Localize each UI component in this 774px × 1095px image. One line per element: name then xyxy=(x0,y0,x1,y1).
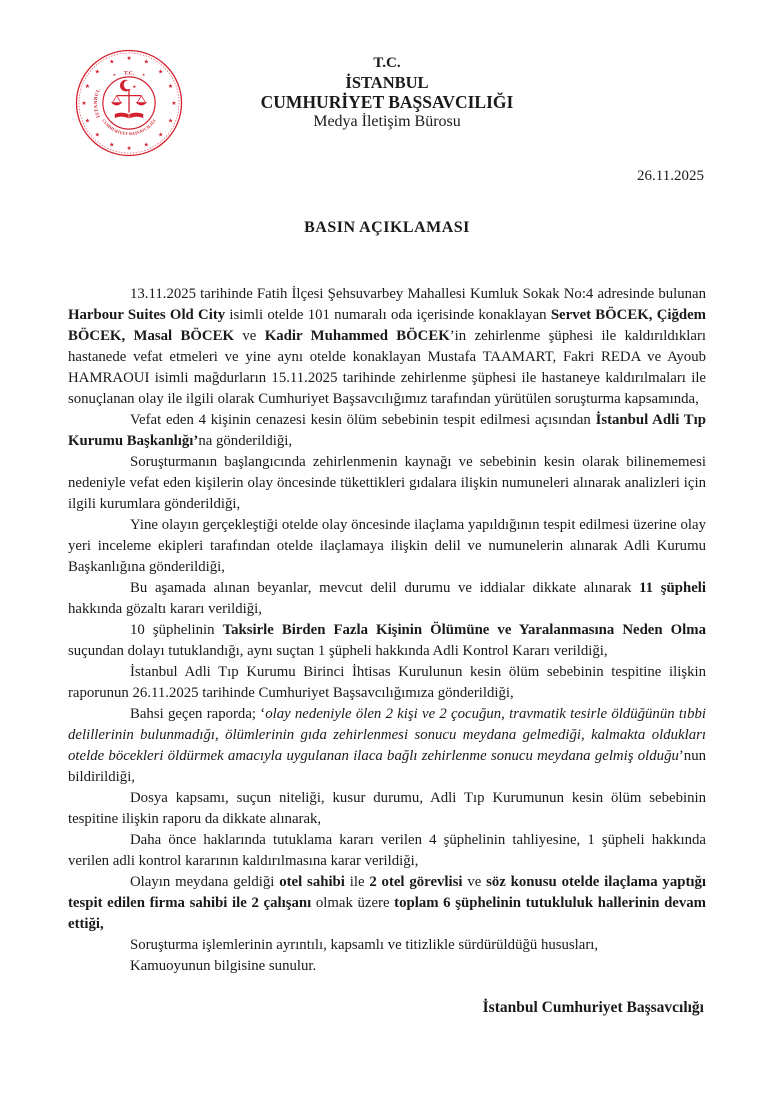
text-run: ve xyxy=(462,874,487,890)
text-run: Bahsi geçen raporda; ‘ xyxy=(130,706,266,722)
document-title: BASIN AÇIKLAMASI xyxy=(304,219,470,236)
svg-text:★: ★ xyxy=(109,58,115,66)
text-run: Yine olayın gerçekleştiği otelde olay öncesinde ilaçlama yapıldığının tespit edilmesi üzerine olay yeri inceleme ekipleri tarafından otelde ilaçlamaya ilişkin delil ve numunelerin alınarak Adli Kurumu Başkanlığına gönderildiği, xyxy=(68,517,706,575)
text-run: hakkında gözaltı kararı verildiği, xyxy=(68,601,262,617)
text-run: suçundan dolayı tutuklandığı, aynı suçtan 1 şüpheli hakkında Adli Kontrol Kararı verildiği, xyxy=(68,643,608,659)
text-run: 2 otel görevlisi xyxy=(369,874,463,890)
text-run: ’nun bildirildiği, xyxy=(68,748,706,785)
emblem-bottom-text: CUMHURİYET BAŞSAVCILIĞI xyxy=(101,118,157,137)
paragraph xyxy=(68,284,706,410)
letterhead-line-bureau: Medya İletişim Bürosu xyxy=(313,113,461,130)
document-content xyxy=(68,284,706,1017)
svg-text:★: ★ xyxy=(112,72,116,77)
text-run: Servet BÖCEK, Çiğdem BÖCEK, Masal BÖCEK xyxy=(68,307,707,344)
svg-text:★: ★ xyxy=(109,141,115,149)
letterhead xyxy=(0,54,774,131)
text-run: 10 şüphelinin xyxy=(130,622,223,638)
text-run: İstanbul Adli Tıp Kurumu Başkanlığı’ xyxy=(68,412,706,449)
text-run: Dosya kapsamı, suçun niteliği, kusur durumu, Adli Tıp Kurumunun kesin ölüm sebebinin tespitine ilişkin raporu da dikkate alınarak, xyxy=(68,790,706,827)
svg-text:★: ★ xyxy=(143,141,149,149)
text-run: Kadir Muhammed BÖCEK xyxy=(264,328,450,344)
text-run: Harbour Suites Old City xyxy=(68,307,226,323)
text-run: Taksirle Birden Fazla Kişinin Ölümüne ve Yaralanmasına Neden Olma xyxy=(222,622,706,638)
paragraph xyxy=(68,956,706,977)
svg-text:★: ★ xyxy=(171,100,177,108)
text-run: Olayın meydana geldiği xyxy=(130,874,280,890)
paragraph xyxy=(68,515,706,578)
text-run: olmak üzere xyxy=(311,895,395,911)
svg-text:★: ★ xyxy=(143,58,149,66)
svg-text:★: ★ xyxy=(84,82,91,90)
paragraph xyxy=(68,704,706,788)
paragraph xyxy=(68,788,706,830)
text-run: 11 şüpheli xyxy=(639,580,706,596)
paragraph xyxy=(68,620,706,662)
text-run: Daha önce haklarında tutuklama kararı verilen 4 şüphelinin tahliyesine, 1 şüpheli hakkında verilen adli kontrol kararının kaldırılmasına karar verildiği, xyxy=(68,832,706,869)
paragraph xyxy=(68,872,706,935)
svg-text:★: ★ xyxy=(132,84,137,90)
signature: İstanbul Cumhuriyet Başsavcılığı xyxy=(482,999,704,1016)
document-date: 26.11.2025 xyxy=(637,168,704,184)
svg-text:★: ★ xyxy=(94,68,100,76)
text-run: Vefat eden 4 kişinin cenazesi kesin ölüm sebebinin tespit edilmesi açısından xyxy=(130,412,596,428)
text-run: ’in zehirlenme şüphesi ile kaldırıldıkları hastanede vefat etmeleri ve yine aynı otelde konaklayan Mustafa TAAMART, Fakri REDA ve Ayoub HAMRAOUI isimli mağdurların 15.11.2025 tarihinde zehirlenme şüphesi ile hastaneye kaldırılmaları ile sonuçlanan olay ile ilgili olarak Cumhuriyet Başsavcılığımız tarafından yürütülen soruşturma kapsamında, xyxy=(68,328,706,407)
text-run: otel sahibi xyxy=(279,874,345,890)
svg-text:★: ★ xyxy=(84,117,91,125)
text-run: toplam 6 şüphelinin tutukluluk hallerinin devam ettiği, xyxy=(68,895,706,932)
text-run: Soruşturmanın başlangıcında zehirlenmenin kaynağı ve sebebinin kesin olarak bilinememesi nedeniyle vefat eden kişilerin olay öncesinde tükettikleri gıdalara ilişkin numuneleri alınarak analizleri için ilgili kurumlara gönderildiği, xyxy=(68,454,706,512)
paragraph xyxy=(68,578,706,620)
letterhead-line-tc: T.C. xyxy=(373,55,401,71)
paragraph xyxy=(68,452,706,515)
text-run: söz konusu otelde ilaçlama yaptığı tespit edilen firma sahibi ile 2 çalışanı xyxy=(68,874,706,911)
text-run: Soruşturma işlemlerinin ayrıntılı, kapsamlı ve titizlikle sürdürüldüğü hususları, xyxy=(130,937,599,953)
svg-text:★: ★ xyxy=(167,82,174,90)
paragraph xyxy=(68,662,706,704)
emblem-left-text: İSTANBUL xyxy=(93,87,102,119)
svg-text:★: ★ xyxy=(126,55,132,63)
svg-text:★: ★ xyxy=(167,117,174,125)
text-run: isimli otelde 101 numaralı oda içerisinde konaklayan xyxy=(225,307,551,323)
text-run: na gönderildiği, xyxy=(198,433,293,449)
text-run: İstanbul Adli Tıp Kurumu Birinci İhtisas Kurulunun kesin ölüm sebebinin tespitine ilişkin raporunun 26.11.2025 tarihinde Cumhuriyet Başsavcılığımıza gönderildiği, xyxy=(68,664,706,701)
letterhead-line-office: CUMHURİYET BAŞSAVCILIĞI xyxy=(260,92,514,112)
svg-text:★: ★ xyxy=(158,131,164,139)
paragraph xyxy=(68,935,706,956)
text-run: ile xyxy=(344,874,370,890)
svg-text:★: ★ xyxy=(81,100,87,108)
text-run: Kamuoyunun bilgisine sunulur. xyxy=(130,958,317,974)
svg-text:★: ★ xyxy=(94,131,100,139)
svg-text:★: ★ xyxy=(126,144,132,152)
paragraph xyxy=(68,410,706,452)
document-body xyxy=(68,284,706,977)
svg-text:★: ★ xyxy=(158,68,164,76)
text-run: olay nedeniyle ölen 2 kişi ve 2 çocuğun, travmatik tesirle öldüğünün tıbbi delillerinin bulunmadığı, ölümlerinin gıda zehirlenmesi sonucu meydana gelmediği, kalmakta oldukları otelde böcekleri öldürmek amacıyla uygulanan ilaca bağlı zehirlenme sonucu meydana gelmiş olduğu xyxy=(68,706,706,764)
text-run: 13.11.2025 tarihinde Fatih İlçesi Şehsuvarbey Mahallesi Kumluk Sokak No:4 adresinde bulunan xyxy=(130,286,706,302)
text-run: Bu aşamada alınan beyanlar, mevcut delil durumu ve iddialar dikkate alınarak xyxy=(130,580,640,596)
paragraph xyxy=(68,830,706,872)
emblem-top-text: T.C. xyxy=(123,70,135,77)
text-run: ve xyxy=(233,328,265,344)
letterhead-line-city: İSTANBUL xyxy=(345,73,429,92)
svg-text:★: ★ xyxy=(142,72,146,77)
